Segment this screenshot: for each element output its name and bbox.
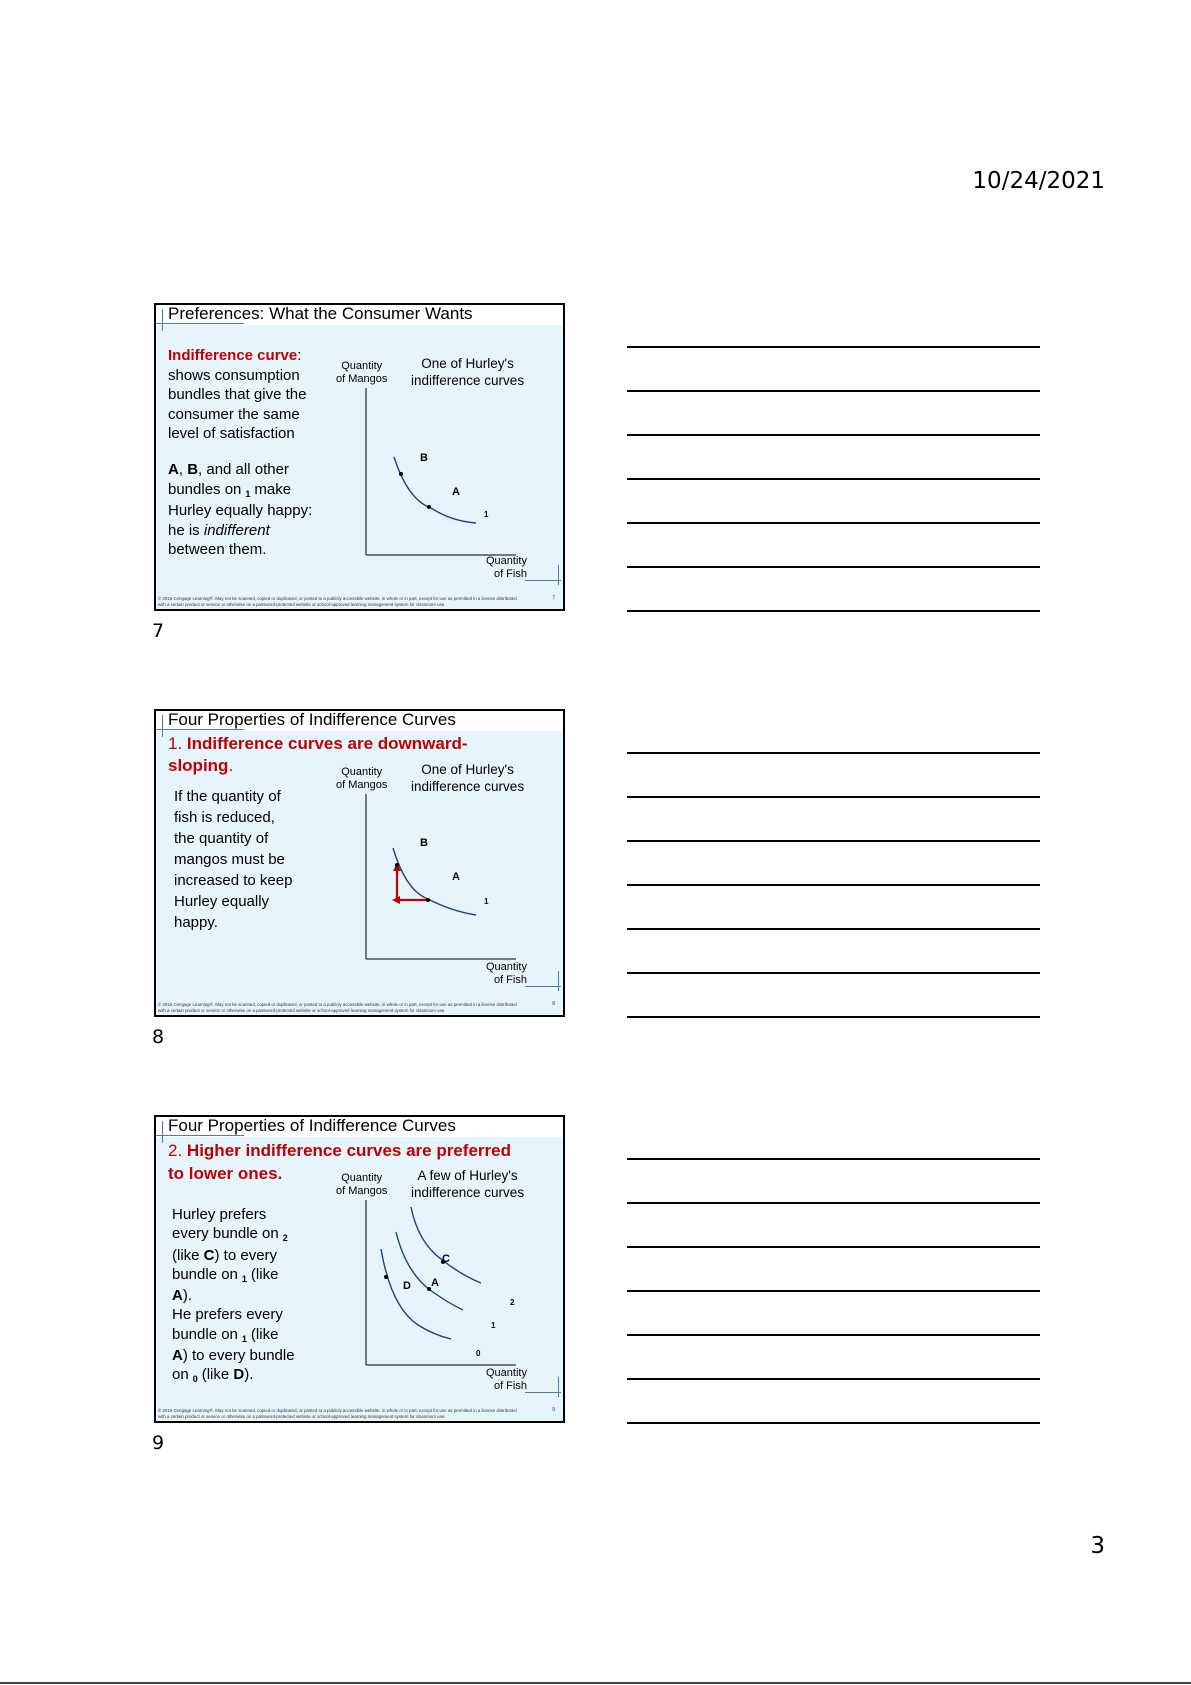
note-line — [627, 434, 1040, 436]
point-b-label: B — [420, 837, 428, 849]
copyright-footer: © 2016 Cengage Learning®. May not be scanned, copied or duplicated, or posted to a publicly accessible website, in whole or in part, except for use as permitted in a license distributed with a certain product or service or otherwise on a password-protected website or school-approved learning management system for classroom use. — [158, 1408, 517, 1419]
note-line — [627, 1246, 1040, 1248]
curve-label: 1 — [484, 897, 489, 906]
curve-label: 1 — [484, 510, 489, 519]
term-indifference-curve: Indifference curve — [168, 347, 298, 364]
point-d — [384, 1275, 388, 1279]
curve-1-label: 1 — [491, 1321, 496, 1330]
slide-number-label: 8 — [152, 1026, 165, 1048]
note-line — [627, 1334, 1040, 1336]
point-a — [427, 505, 431, 509]
point-d-label: D — [403, 1280, 411, 1292]
bracket-decoration — [162, 715, 163, 737]
bracket-decoration — [525, 580, 561, 581]
slide-9 — [154, 1115, 565, 1423]
indifference-curve-2 — [411, 1207, 481, 1283]
note-line — [627, 1016, 1040, 1018]
property-heading: 1. Indifference curves are downward- sloping. — [168, 734, 468, 775]
note-line — [627, 928, 1040, 930]
point-a — [426, 898, 430, 902]
point-b — [399, 472, 403, 476]
y-axis-label: Quantity of Mangos — [336, 766, 388, 791]
note-line — [627, 522, 1040, 524]
slide-title: Four Properties of Indifference Curves — [168, 1116, 456, 1135]
note-line — [627, 1422, 1040, 1424]
bracket-decoration — [558, 971, 559, 991]
note-line — [627, 1158, 1040, 1160]
point-b-label: B — [420, 452, 428, 464]
note-line — [627, 972, 1040, 974]
bottom-edge-line — [0, 1682, 1191, 1684]
x-axis-label: Quantity of Fish — [486, 555, 527, 580]
copyright-footer: © 2016 Cengage Learning®. May not be scanned, copied or duplicated, or posted to a publicly accessible website, in whole or in part, except for use as permitted in a license distributed with a certain product or service or otherwise on a password-protected website or school-approved learning management system for classroom use. — [158, 596, 517, 607]
chart-title: One of Hurley's indifference curves — [411, 356, 525, 388]
explanation-text: If the quantity of fish is reduced, the quantity of mangos must be increased to keep Hurley equally happy. — [174, 788, 293, 931]
point-a-label: A — [452, 486, 460, 498]
note-line — [627, 796, 1040, 798]
indifference-curve-0 — [381, 1249, 451, 1339]
bracket-decoration — [558, 1377, 559, 1397]
note-line — [627, 610, 1040, 612]
slide-footer-number: 8 — [552, 1001, 555, 1007]
slide-title: Preferences: What the Consumer Wants — [168, 304, 473, 323]
slide-number-label: 7 — [152, 620, 165, 642]
slide-7 — [154, 303, 565, 611]
note-line — [627, 390, 1040, 392]
point-a-label: A — [452, 871, 460, 883]
explanation-text: Hurley prefers every bundle on $_2$ (like C) to every bundle on $_1$ (like A). He prefers every bundle on $_1$ (like A) to every bundle on $_0$ (like D). — [172, 1206, 295, 1385]
note-line — [627, 346, 1040, 348]
bracket-decoration — [162, 1121, 163, 1143]
note-line — [627, 1290, 1040, 1292]
note-line — [627, 566, 1040, 568]
indifference-curve-1 — [396, 1232, 463, 1310]
note-line — [627, 1378, 1040, 1380]
slide-title: Four Properties of Indifference Curves — [168, 710, 456, 729]
curve-2-label: 2 — [510, 1298, 515, 1307]
x-axis-label: Quantity of Fish — [486, 1367, 527, 1392]
bracket-decoration — [162, 309, 163, 331]
bracket-decoration — [558, 565, 559, 585]
slide-footer-number: 9 — [552, 1407, 555, 1413]
definition-text: Indifference curve: shows consumption bundles that give the consumer the same level of satisfaction — [168, 347, 307, 442]
point-c-label: C — [442, 1253, 450, 1265]
indifference-curve-1 — [393, 848, 476, 915]
slide-number-label: 9 — [152, 1432, 165, 1454]
bracket-decoration — [525, 1392, 561, 1393]
point-b — [395, 863, 399, 867]
property-heading: 2. Higher indifference curves are preferred to lower ones. — [168, 1141, 511, 1183]
page-number: 3 — [1090, 1533, 1105, 1559]
copyright-footer: © 2016 Cengage Learning®. May not be scanned, copied or duplicated, or posted to a publicly accessible website, in whole or in part, except for use as permitted in a license distributed with a certain product or service or otherwise on a password-protected website or school-approved learning management system for classroom use. — [158, 1002, 517, 1013]
curve-0-label: 0 — [476, 1349, 481, 1358]
note-line — [627, 752, 1040, 754]
chart-title: A few of Hurley's indifference curves — [411, 1168, 525, 1200]
slide-8 — [154, 709, 565, 1017]
page-date: 10/24/2021 — [972, 168, 1105, 194]
point-a-label: A — [431, 1277, 439, 1289]
y-axis-label: Quantity of Mangos — [336, 1172, 388, 1197]
explanation-text: A, B, and all other bundles on $_1$ make Hurley equally happy: he is indifferent between them. — [168, 461, 313, 558]
bracket-decoration — [525, 986, 561, 987]
note-line — [627, 1202, 1040, 1204]
x-axis-label: Quantity of Fish — [486, 961, 527, 986]
chart-title: One of Hurley's indifference curves — [411, 762, 525, 794]
note-line — [627, 884, 1040, 886]
note-line — [627, 478, 1040, 480]
indifference-curve-1 — [394, 457, 476, 523]
y-axis-label: Quantity of Mangos — [336, 360, 388, 385]
slide-footer-number: 7 — [552, 595, 555, 601]
note-line — [627, 840, 1040, 842]
